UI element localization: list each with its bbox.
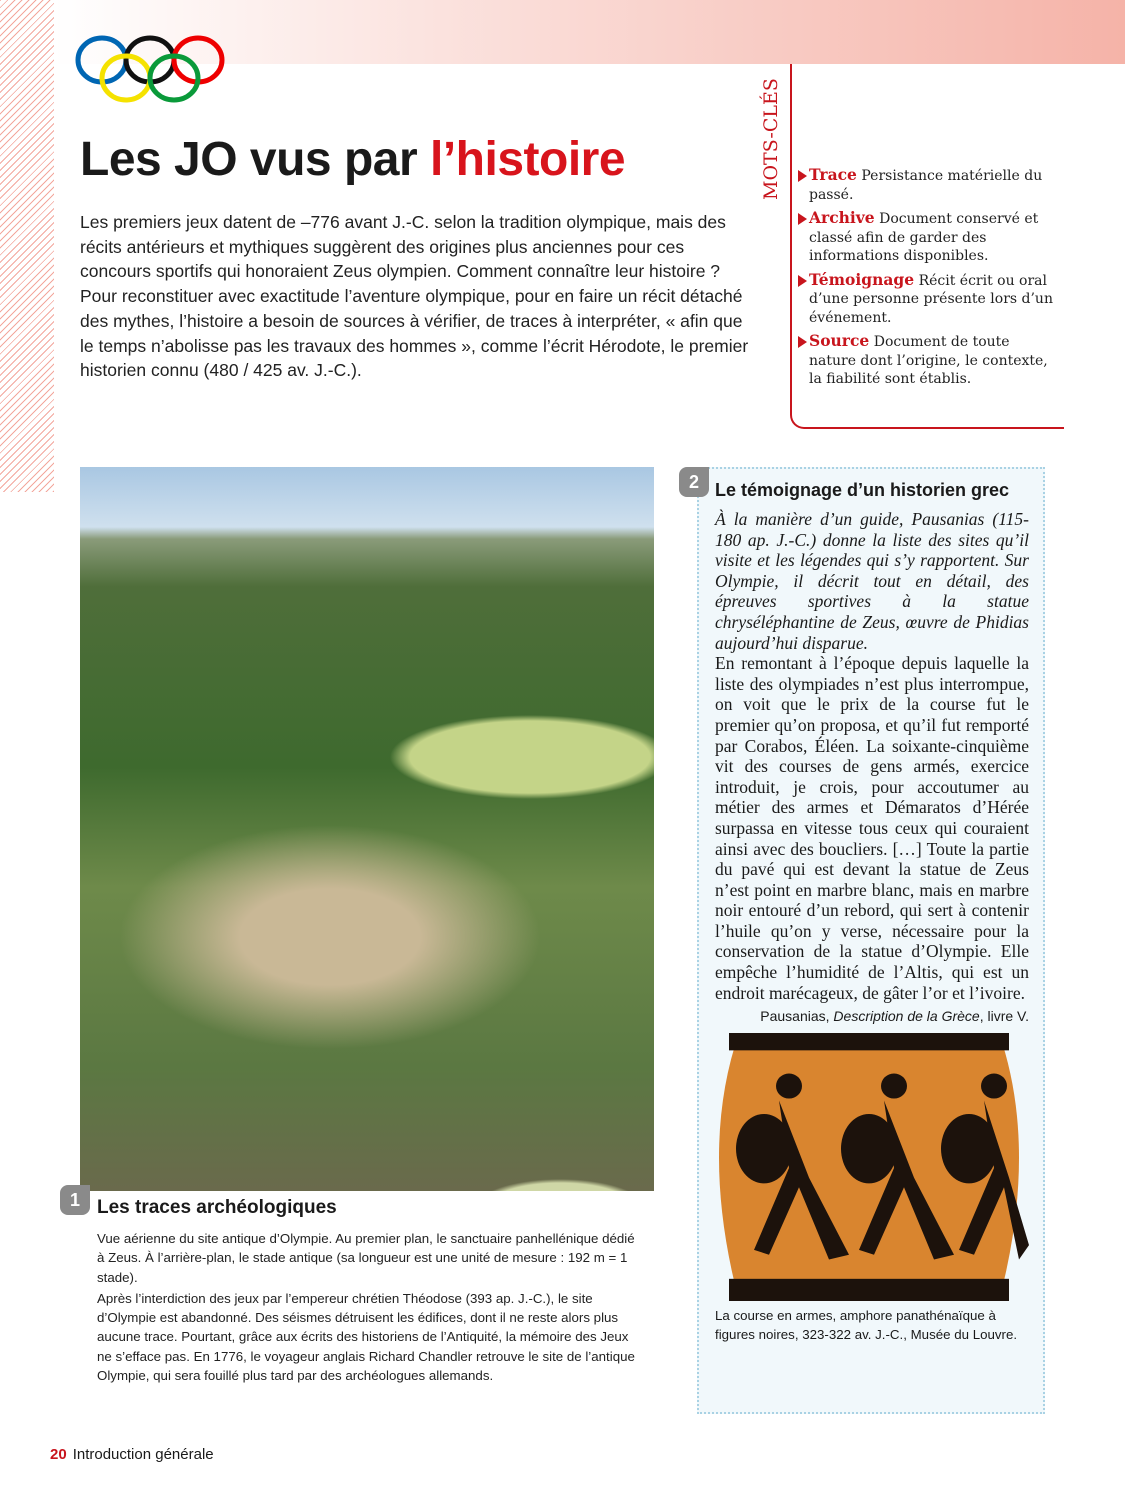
doc2-title: Le témoignage d’un historien grec	[715, 480, 1010, 500]
keywords-box	[760, 64, 1064, 429]
section-name: Introduction générale	[72, 1446, 214, 1463]
page-title: Les JO vus par l’histoire	[80, 133, 626, 186]
keyword-item: Trace Persistance matérielle du passé.	[798, 166, 1060, 204]
doc1-caption: Vue aérienne du site antique d’Olympie. Au premier plan, le sanctuaire panhellénique dédié à Zeus. À l’arrière-plan, le stade antique (sa longueur est une unité de mesure : 192 m = 1 stade). Après l’interdiction des jeux par l’empereur chrétien Théodose (393 ap. J.-C.), le site d’Olympie est abandonné. Des séismes détruisent les édifices, dont il ne reste alors plus aucune trace. Pourtant, grâce aux écrits des historiens de l’Antiquité, la mémoire des Jeux ne s’efface pas. En 1776, le voyageur anglais Richard Chandler retrouve le site de l’antique Olympie, qui sera fouillé plus tard par des archéologues allemands.	[97, 1231, 635, 1384]
keyword-item: Source Document de toute nature dont l’origine, le contexte, la fiabilité sont établis.	[798, 332, 1060, 389]
doc-number-badge: 1	[60, 1185, 90, 1215]
amphora-image	[709, 1033, 1029, 1301]
keyword-item: Archive Document conservé et classé afin de garder des informations disponibles.	[798, 209, 1060, 266]
decorative-hatch	[0, 0, 54, 492]
amphora-caption: La course en armes, amphore panathénaïque à figures noires, 323-322 av. J.-C., Musée du Louvre.	[715, 1308, 1018, 1342]
doc-number-badge: 2	[679, 467, 709, 497]
olympia-aerial-photo	[80, 467, 654, 1191]
page-number: 20	[50, 1446, 67, 1463]
doc2-citation: Pausanias, Description de la Grèce, livre V.	[760, 1008, 1029, 1025]
olympic-rings-logo	[72, 34, 228, 106]
keywords-title: MOTS-CLÉS	[760, 78, 782, 200]
doc1-title: Les traces archéologiques	[97, 1197, 337, 1218]
keyword-item: Témoignage Récit écrit ou oral d’une personne présente lors d’un événement.	[798, 271, 1060, 328]
doc2-box	[688, 467, 1045, 1414]
doc2-quote: À la manière d’un guide, Pausanias (115-180 ap. J.-C.) donne la liste des sites qu’il visite et les légendes qui s’y rapportent. Sur Olympie, il décrit tout en détail, des épreuves sportives à la statue chryséléphantine de Zeus, œuvre de Phidias aujourd’hui disparue. En remontant à l’époque depuis laquelle la liste des olympiades n’est plus interrompue, on voit que le prix de la course fut le premier qu’on proposa, et qu’il fut remporté par Corabos, Éléen. La soixante-cinquième vit des courses de gens armés, exercice introduit, je crois, pour accoutumer au métier des armes et Démaratos d’Hérée surpassa en vitesse tous ceux qui couraient ainsi avec des boucliers. […] Toute la partie du pavé qui est devant la statue de Zeus n’est point en marbre blanc, mais en marbre noir entouré d’un rebord, qui sert à contenir l’huile qu’on y verse, nécessaire pour la conservation de la statue d’Olympie. Elle empêche l’humidité de l’Altis, qui est un endroit marécageux, de gâter l’or et l’ivoire.	[715, 509, 1029, 1003]
page-footer	[50, 1446, 214, 1463]
intro-paragraph: Les premiers jeux datent de –776 avant J.-C. selon la tradition olympique, mais des récits antérieurs et mythiques suggèrent des origines plus anciennes pour ces concours sportifs qui honoraient Zeus olympien. Comment connaître leur histoire ? Pour reconstituer avec exactitude l’aventure olympique, pour en faire un récit détaché des mythes, l’histoire a besoin de sources à vérifier, de traces à interpréter, « afin que le temps n’abolisse pas les travaux des hommes », comme l’écrit Hérodote, le premier historien connu (480 / 425 av. J.-C.).	[80, 212, 749, 381]
